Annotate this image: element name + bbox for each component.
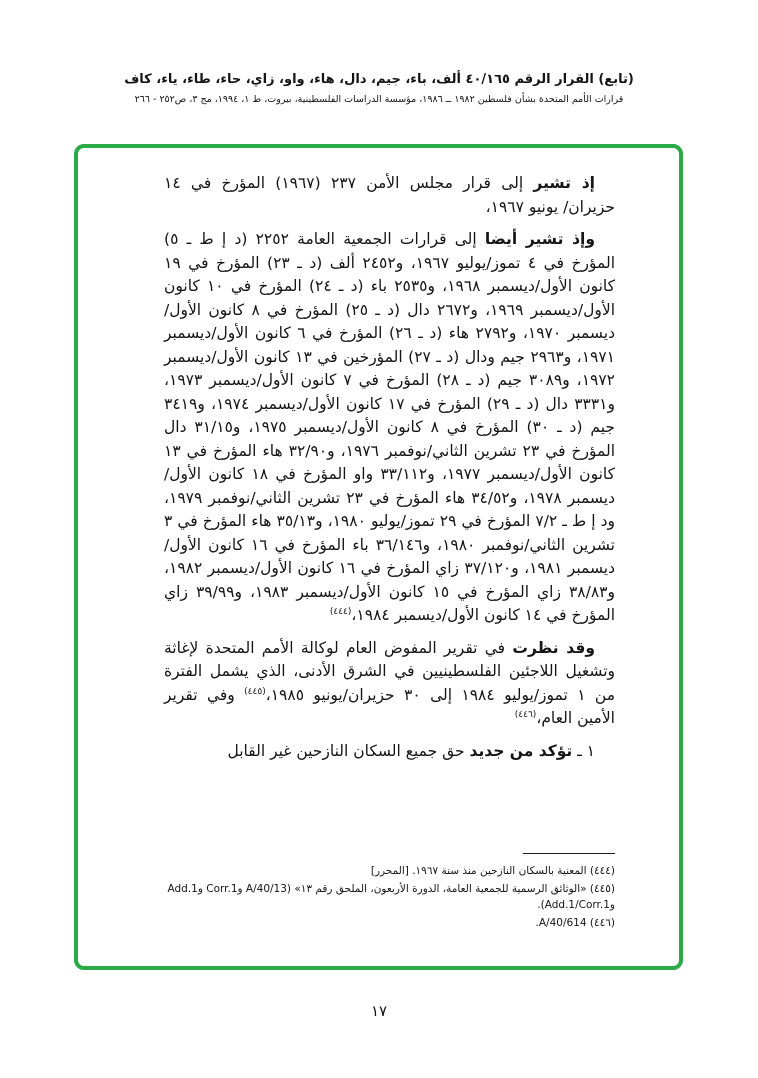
paragraph-text-2: إلى قرارات الجمعية العامة ٢٢٥٢ (د إ ط ـ ٥) المؤرخ في ٤ تموز/يوليو ١٩٦٧، و٢٤٥٢ ألف (د ـ ٢٣) المؤرخ في ١٩ كانون الأول/ديسمبر ١٩٦٨، و٢٥٣٥ باء (د ـ ٢٤) المؤرخ في ١٠ كانون الأول/ديسمبر ١٩٦٩، و٢٦٧٢ دال (د ـ ٢٥) المؤرخ في ٨ كانون الأول/ديسمبر ١٩٧٠، و٢٧٩٢ هاء (د ـ ٢٦) المؤرخ في ٦ كانون الأول/ديسمبر ١٩٧١، و٢٩٦٣ جيم ودال (د ـ ٢٧) المؤرخين في ١٣ كانون الأول/ديسمبر ١٩٧٢، و٣٠٨٩ جيم (د ـ ٢٨) المؤرخ في ٧ كانون الأول/ديسمبر ١٩٧٣، و٣٣٣١ دال (د ـ ٢٩) المؤرخ في ١٧ كانون الأول/ديسمبر ١٩٧٤، و٣٤١٩ جيم (د ـ ٣٠) المؤرخ في ٨ كانون الأول/ديسمبر ١٩٧٥، و٣١/١٥ دال المؤرخ في ٢٣ تشرين الثاني/نوفمبر ١٩٧٦، و٣٢/٩٠ هاء المؤرخ في ١٣ كانون الأول/ديسمبر ١٩٧٧، و٣٣/١١٢ واو المؤرخ في ١٨ كانون الأول/ديسمبر ١٩٧٨، و٣٤/٥٢ هاء المؤرخ في ٢٣ تشرين الثاني/نوفمبر ١٩٧٩، ود إ ط ـ ٧/٢ المؤرخ في ٢٩ تموز/يوليو ١٩٨٠، و٣٥/١٣ هاء المؤرخ في ٣ تشرين الثاني/نوفمبر ١٩٨٠، و٣٦/١٤٦ باء المؤرخ في ١٦ كانون الأول/ديسمبر ١٩٨١، و٣٧/١٢٠ زاي المؤرخ في ١٦ كانون الأول/ديسمبر ١٩٨٢، و٣٨/٨٣ زاي المؤرخ في ١٥ كانون الأول/ديسمبر ١٩٨٣، و٣٩/٩٩ زاي المؤرخ في ١٤ كانون الأول/ديسمبر ١٩٨٤،	[164, 230, 616, 624]
preamble-lead-2: وإذ تشير أيضا	[484, 230, 595, 248]
content-frame	[74, 144, 683, 970]
footnote-445: (٤٤٥) «الوثائق الرسمية للجمعية العامة، الدورة الأربعون، الملحق رقم ١٣» (A/40/13 وCorr.1 وAdd.1 وAdd.1/Corr.1).	[167, 882, 615, 911]
resolution-body	[164, 172, 615, 763]
paragraph-preamble-3	[164, 637, 615, 731]
paragraph-preamble-2	[164, 228, 615, 628]
paragraph-preamble-1	[164, 172, 615, 219]
paragraph-text-3b: وفي تقرير الأمين العام،	[164, 685, 615, 727]
footnotes-section	[164, 853, 615, 932]
footnote-ref-444: (٤٤٤)	[329, 606, 352, 617]
operative-number: ١ ـ	[572, 741, 595, 760]
resolution-title: (تابع) القرار الرقم ٤٠/١٦٥ ألف، باء، جيم، دال، هاء، واو، زاي، حاء، طاء، ياء، كاف	[124, 72, 634, 87]
paragraph-text-3a: في تقرير المفوض العام لوكالة الأمم المتحدة لإغاثة وتشغيل اللاجئين الفلسطينيين في الشرق الأدنى، الذي يشمل الفترة من ١ تموز/يوليو ١٩٨٤ إلى ٣٠ حزيران/يونيو ١٩٨٥،	[164, 638, 616, 704]
footnote-separator	[523, 853, 615, 854]
operative-lead: تؤكد من جديد	[469, 741, 573, 760]
source-citation: قرارات الأمم المتحدة بشأن فلسطين ١٩٨٢ ــ ١٩٨٦، مؤسسة الدراسات الفلسطينية، بيروت، ط ١، ١٩٩٤، مج ٣، ص٢٥٢ - ٢٦٦	[134, 94, 624, 105]
paragraph-operative-1	[164, 740, 615, 764]
page-number: ١٧	[370, 1002, 388, 1020]
preamble-lead-3: وقد نظرت	[512, 638, 595, 657]
preamble-lead-1: إذ تشير	[533, 174, 595, 192]
footnote-ref-445: (٤٤٥)	[244, 686, 266, 697]
footnote-446: (٤٤٦) A/40/614.	[535, 916, 615, 929]
page-header	[30, 72, 728, 105]
operative-text: حق جميع السكان النازحين غير القابل	[227, 741, 470, 760]
footnote-ref-446: (٤٤٦)	[514, 709, 537, 720]
paragraph-text-1: إلى قرار مجلس الأمن ٢٣٧ (١٩٦٧) المؤرخ في ١٤ حزيران/ يونيو ١٩٦٧،	[164, 174, 615, 216]
footnote-444: (٤٤٤) المعنية بالسكان النازحين منذ سنة ١٩٦٧. [المحرر]	[370, 865, 615, 877]
